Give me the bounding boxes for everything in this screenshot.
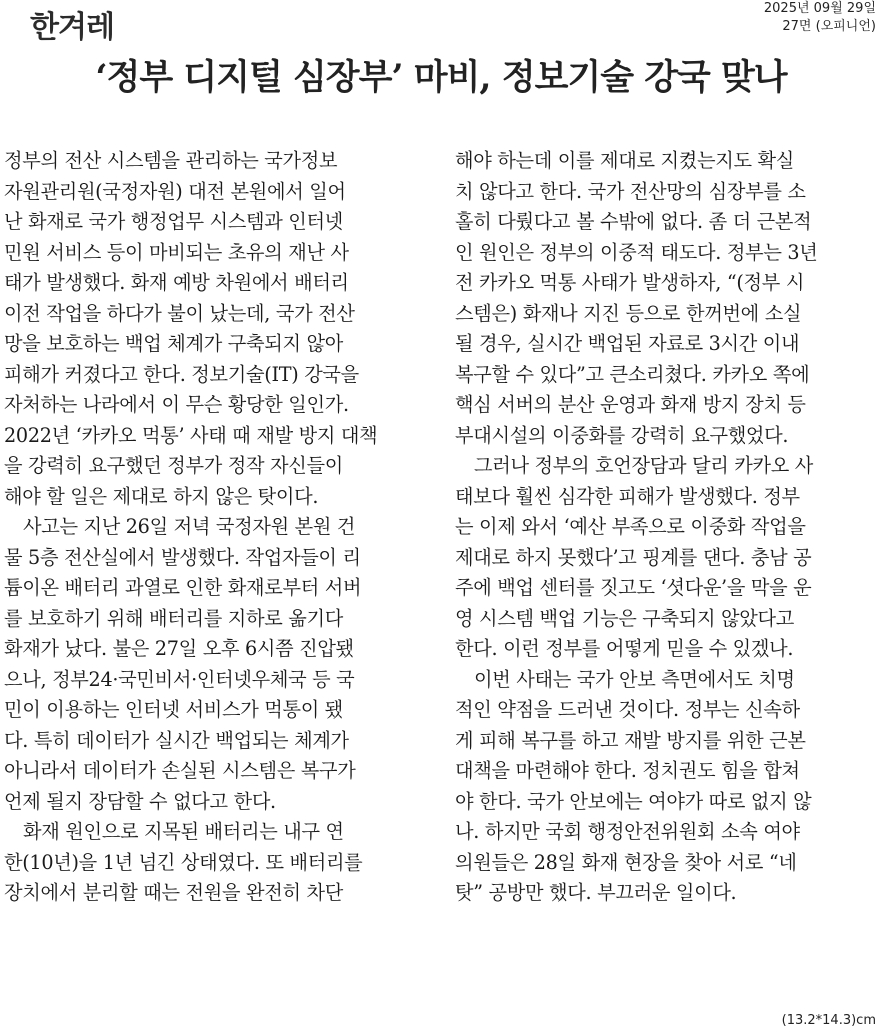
text-line: 대책을 마련해야 한다. 정치권도 힘을 합쳐 [455, 759, 800, 782]
text-line: 튬이온 배터리 과열로 인한 화재로부터 서버 [4, 576, 362, 599]
text-line: 인 원인은 정부의 이중적 태도다. 정부는 3년 [455, 240, 818, 264]
text-line: 태가 발생했다. 화재 예방 차원에서 배터리 [4, 271, 349, 294]
text-line: 제대로 하지 못했다’고 핑계를 댄다. 충남 공 [455, 545, 812, 569]
text-line: 한다. 이런 정부를 어떻게 믿을 수 있겠나. [455, 637, 794, 660]
text-line: 물 5층 전산실에서 발생했다. 작업자들이 리 [4, 545, 361, 569]
text-line: 민이 이용하는 인터넷 서비스가 먹통이 됐 [4, 698, 343, 721]
text-line: 게 피해 복구를 하고 재발 방지를 위한 근본 [455, 728, 806, 752]
text-line: 언제 될지 장담할 수 없다고 한다. [4, 789, 276, 813]
article-headline: ‘정부 디지털 심장부’ 마비, 정보기술 강국 맞나 [95, 57, 787, 98]
masthead-logo: 한겨레 [30, 10, 114, 45]
text-line: 의원들은 28일 화재 현장을 찾아 서로 “네 [455, 850, 797, 874]
text-line: 영 시스템 백업 기능은 구축되지 않았다고 [455, 606, 794, 630]
text-line: 스템은) 화재나 지진 등으로 한꺼번에 소실 [455, 301, 802, 325]
text-line: 다. 특히 데이터가 실시간 백업되는 체계가 [4, 728, 349, 752]
text-line: 화재 원인으로 지목된 배터리는 내구 연 [23, 820, 344, 843]
text-line: 치 않다고 한다. 국가 전산망의 심장부를 소 [455, 179, 806, 203]
text-line: 으나, 정부24·국민비서·인터넷우체국 등 국 [4, 667, 355, 691]
text-line: 이전 작업을 하다가 불이 났는데, 국가 전산 [4, 301, 355, 325]
text-line: 사고는 지난 26일 저녁 국정자원 본원 건 [23, 515, 356, 538]
text-line: 는 이제 와서 ‘예산 부족으로 이중화 작업을 [455, 515, 806, 538]
text-line: 망을 보호하는 백업 체계가 구축되지 않아 [4, 332, 343, 355]
text-line: 아니라서 데이터가 손실된 시스템은 복구가 [4, 759, 356, 782]
text-line: 나. 하지만 국회 행정안전위원회 소속 여야 [455, 820, 800, 843]
text-line: 이번 사태는 국가 안보 측면에서도 치명 [474, 667, 795, 691]
text-line: 그러나 정부의 호언장담과 달리 카카오 사 [474, 454, 813, 477]
text-line: 장치에서 분리할 때는 전원을 완전히 차단 [4, 881, 343, 904]
clip-size: (13.2*14.3)cm [781, 1013, 876, 1028]
text-line: 야 한다. 국가 안보에는 여야가 따로 없지 않 [455, 789, 812, 813]
text-line: 화재가 났다. 불은 27일 오후 6시쯤 진압됐 [4, 637, 354, 660]
text-line: 를 보호하기 위해 배터리를 지하로 옮기다 [4, 606, 343, 630]
text-line: 주에 백업 센터를 짓고도 ‘셧다운’을 막을 운 [455, 576, 812, 599]
text-line: 적인 약점을 드러낸 것이다. 정부는 신속하 [455, 698, 800, 721]
text-line: 될 경우, 실시간 백업된 자료로 3시간 이내 [455, 332, 800, 355]
text-line: 자원관리원(국정자원) 대전 본원에서 일어 [4, 179, 346, 203]
text-line: 해야 하는데 이를 제대로 지켰는지도 확실 [455, 149, 794, 172]
text-line: 전 카카오 먹통 사태가 발생하자, “(정부 시 [455, 271, 805, 294]
text-line: 난 화재로 국가 행정업무 시스템과 인터넷 [4, 210, 343, 233]
text-line: 민원 서비스 등이 마비되는 초유의 재난 사 [4, 240, 349, 264]
text-line: 핵심 서버의 분산 운영과 화재 방지 장치 등 [455, 393, 806, 416]
text-line: 정부의 전산 시스템을 관리하는 국가정보 [4, 149, 338, 172]
text-line: 태보다 훨씬 심각한 피해가 발생했다. 정부 [455, 484, 800, 508]
text-line: 피해가 커졌다고 한다. 정보기술(IT) 강국을 [4, 362, 359, 386]
text-line: 해야 할 일은 제대로 하지 않은 탓이다. [4, 484, 319, 508]
article-column-right [455, 146, 879, 909]
text-line: 홀히 다뤘다고 볼 수밖에 없다. 좀 더 근본적 [455, 210, 812, 233]
publication-meta [764, 0, 876, 36]
text-line: 자처하는 나라에서 이 무슨 황당한 일인가. [4, 393, 349, 416]
text-line: 을 강력히 요구했던 정부가 정작 자신들이 [4, 454, 343, 477]
text-line: 탓” 공방만 했다. 부끄러운 일이다. [455, 881, 737, 904]
text-line: 부대시설의 이중화를 강력히 요구했었다. [455, 423, 789, 447]
article-column-left [4, 146, 428, 909]
text-line: 복구할 수 있다”고 큰소리쳤다. 카카오 쪽에 [455, 362, 810, 386]
publication-date: 2025년 09월 29일 [763, 1, 876, 16]
page-section: 27면 (오피니언) [782, 19, 876, 34]
text-line: 2022년 ‘카카오 먹통’ 사태 때 재발 방지 대책 [4, 423, 378, 447]
text-line: 한(10년)을 1년 넘긴 상태였다. 또 배터리를 [4, 850, 363, 874]
